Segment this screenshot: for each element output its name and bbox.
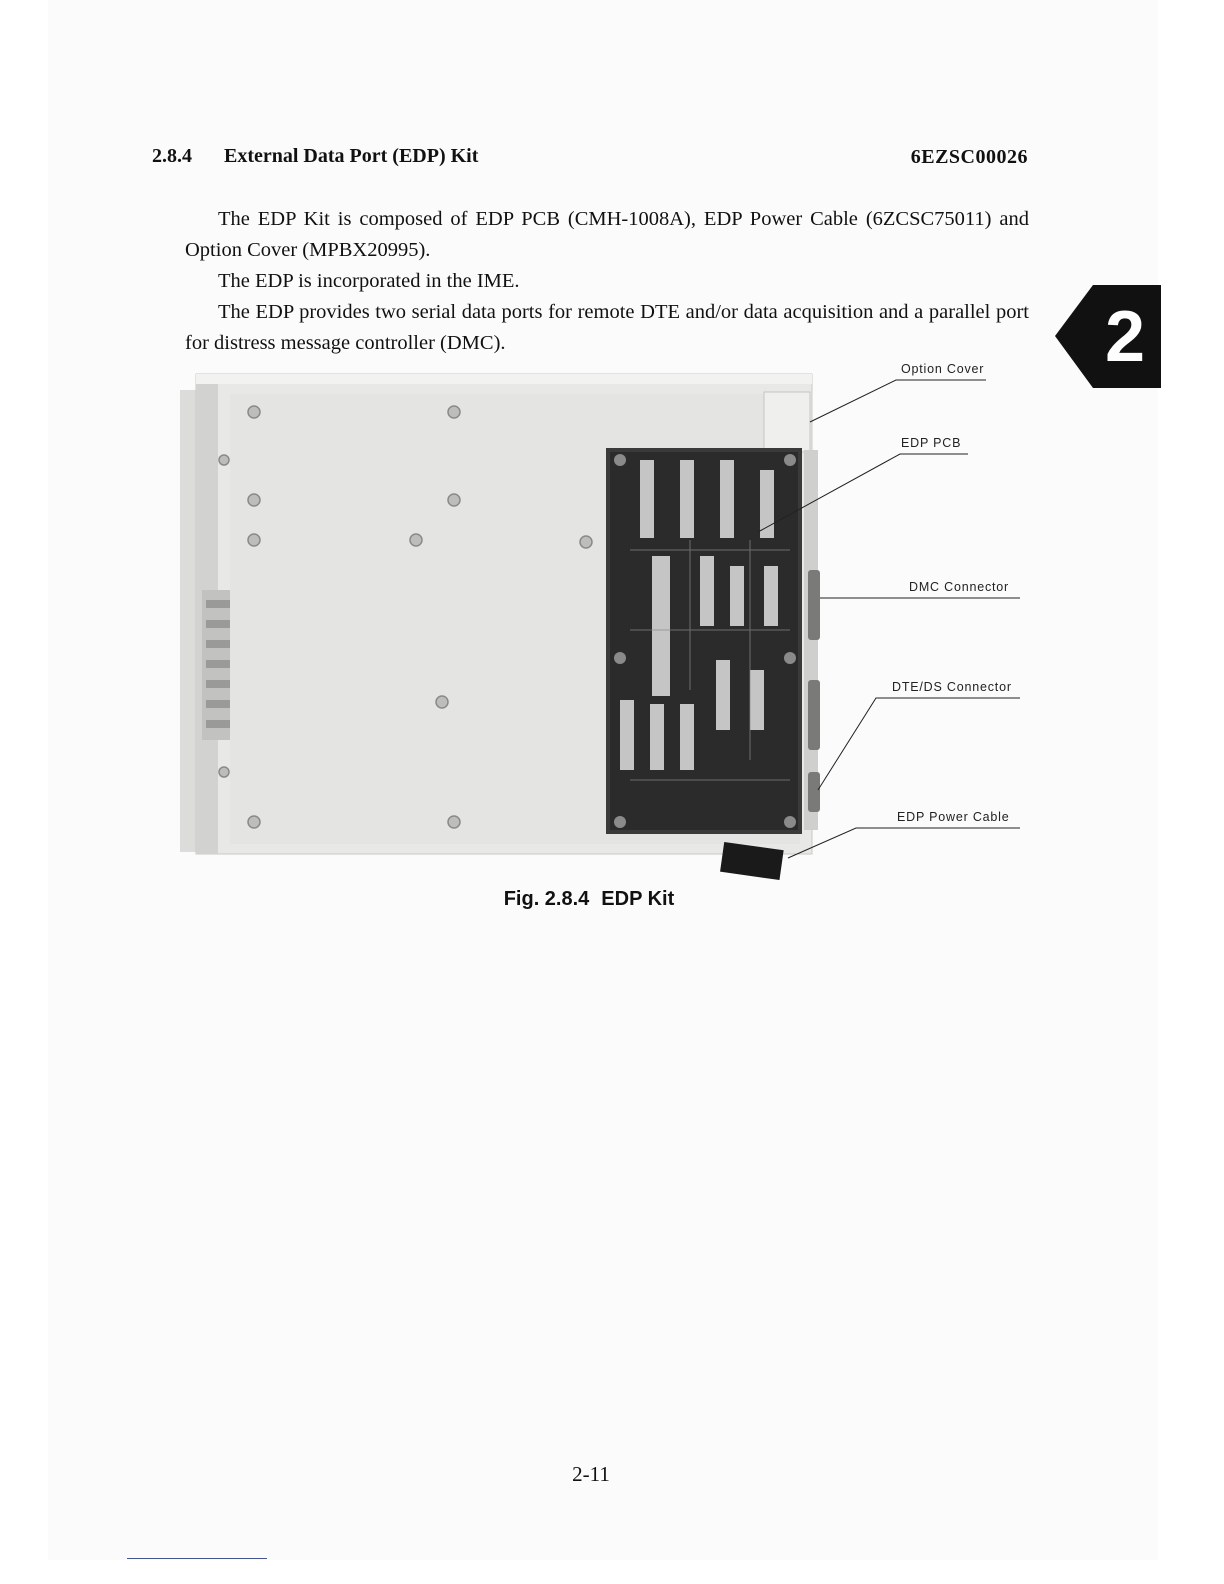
callout-edp-power-cable: EDP Power Cable (897, 810, 1010, 824)
callout-dte-ds-connector: DTE/DS Connector (892, 680, 1012, 694)
document-code: 6EZSC00026 (910, 146, 1028, 168)
page-number: 2-11 (572, 1462, 610, 1486)
edp-kit-figure (160, 360, 1040, 890)
paragraph-incorporation: The EDP is incorporated in the IME. (218, 270, 520, 292)
connector-shells (808, 570, 820, 812)
figure-caption-number: Fig. 2.8.4 (503, 888, 590, 910)
option-cover-panel (764, 392, 810, 452)
chapter-tab-marker (1055, 285, 1161, 388)
chapter-number-label: 2 (1104, 297, 1146, 377)
paragraph-ports: The EDP provides two serial data ports for remote DTE and/or data acquisition and a parallel port for distress message controller (DMC). (185, 301, 1029, 354)
paragraph-composition: The EDP Kit is composed of EDP PCB (CMH-1008A), EDP Power Cable (6ZCSC75011) and Option Cover (MPBX20995). (185, 208, 1029, 261)
body-text (185, 204, 1029, 359)
figure-caption-title: EDP Kit (601, 888, 675, 910)
footer-rule (127, 1558, 267, 1559)
section-title: External Data Port (EDP) Kit (224, 145, 479, 167)
callout-dmc-connector: DMC Connector (909, 580, 1010, 594)
callout-option-cover: Option Cover (901, 362, 985, 376)
callout-edp-pcb: EDP PCB (901, 436, 962, 450)
tray-top-rim (196, 374, 812, 384)
section-number: 2.8.4 (152, 145, 192, 167)
figure-caption (0, 888, 1178, 911)
